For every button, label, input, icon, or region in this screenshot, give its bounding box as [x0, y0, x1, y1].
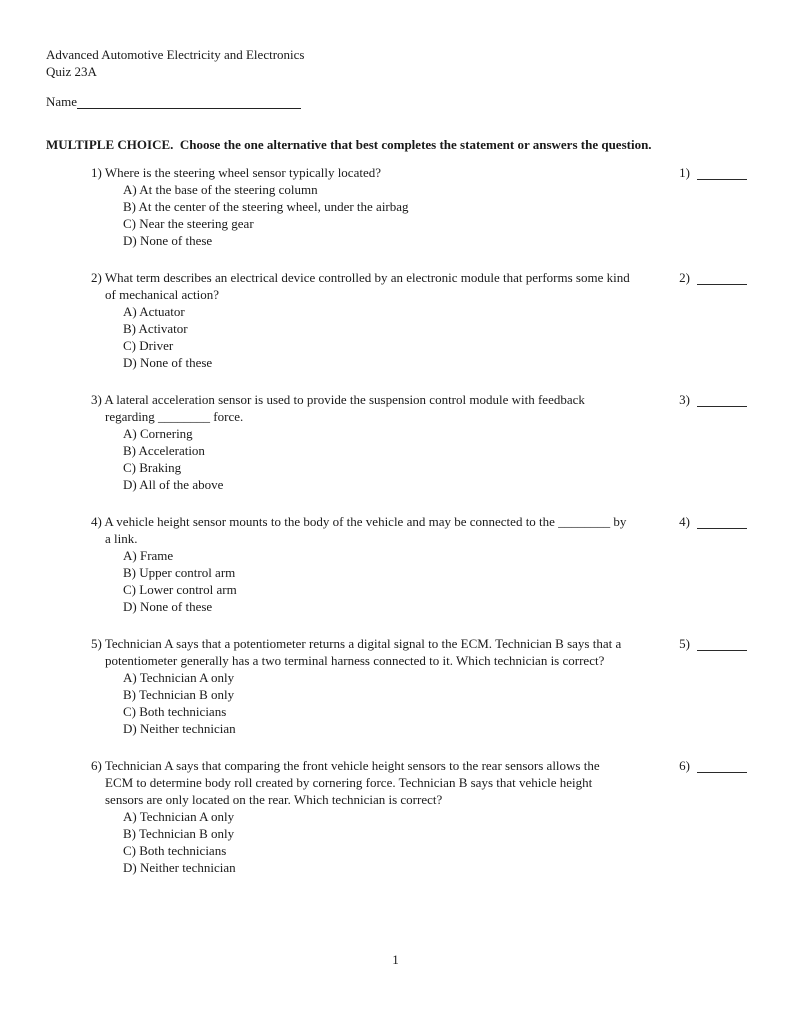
- question-3-number: 3): [91, 392, 102, 407]
- question-5-option-d: D) Neither technician: [123, 721, 236, 736]
- question-6-text: Technician A says that comparing the front vehicle height sensors to the rear sensors allows the ECM to determine body roll created by cornering force. Technician B says that vehicle height sensors are only located on the rear. Which technician is correct?: [104, 758, 600, 807]
- question-1-stem: [46, 164, 631, 181]
- question-1-text: Where is the steering wheel sensor typically located?: [104, 165, 382, 180]
- question-5: [46, 635, 747, 737]
- question-1-option-b: B) At the center of the steering wheel, under the airbag: [123, 199, 409, 214]
- question-2-answer-cell: [679, 269, 747, 286]
- question-3-option-c: C) Braking: [123, 460, 182, 475]
- question-3-option-a: A) Cornering: [123, 426, 193, 441]
- question-6-answer-cell: [679, 757, 747, 774]
- question-6-option-d: D) Neither technician: [123, 860, 236, 875]
- question-5-text: Technician A says that a potentiometer returns a digital signal to the ECM. Technician B says that a potentiometer generally has a two terminal harness connected to it. Which technician is correct?: [104, 636, 622, 668]
- question-3-answer-number: 3): [679, 392, 690, 407]
- question-2-answer-blank: [697, 284, 747, 285]
- question-3-stem: [46, 391, 631, 425]
- question-1: [46, 164, 747, 249]
- question-3-body: [46, 391, 631, 493]
- question-3-option-b: B) Acceleration: [123, 443, 205, 458]
- question-4-answer-cell: [679, 513, 747, 530]
- question-5-answer-cell: [679, 635, 747, 652]
- question-1-answer-number: 1): [679, 165, 690, 180]
- name-row: [46, 93, 747, 110]
- question-2: [46, 269, 747, 371]
- question-6-option-b: B) Technician B only: [123, 826, 235, 841]
- question-5-option-a: A) Technician A only: [123, 670, 235, 685]
- question-1-answer-blank: [697, 179, 747, 180]
- question-4-option-a: A) Frame: [123, 548, 174, 563]
- question-4-stem: [46, 513, 631, 547]
- question-1-answer-cell: [679, 164, 747, 181]
- question-2-option-d: D) None of these: [123, 355, 213, 370]
- question-4-text: A vehicle height sensor mounts to the body of the vehicle and may be connected to the ________ by a link.: [104, 514, 627, 546]
- question-5-option-b: B) Technician B only: [123, 687, 235, 702]
- question-6: [46, 757, 747, 876]
- question-5-body: [46, 635, 631, 737]
- question-list: [46, 164, 747, 876]
- question-3: [46, 391, 747, 493]
- question-6-stem: [46, 757, 631, 808]
- question-3-answer-blank: [697, 406, 747, 407]
- question-1-body: [46, 164, 631, 249]
- question-2-answer-number: 2): [679, 270, 690, 285]
- question-4-body: [46, 513, 631, 615]
- question-4-option-b: B) Upper control arm: [123, 565, 236, 580]
- question-3-text: A lateral acceleration sensor is used to provide the suspension control module with feedback regarding ________ force.: [104, 392, 585, 424]
- question-6-answer-blank: [697, 772, 747, 773]
- question-2-text: What term describes an electrical device controlled by an electronic module that performs some kind of mechanical action?: [104, 270, 630, 302]
- question-6-answer-number: 6): [679, 758, 690, 773]
- question-4-option-d: D) None of these: [123, 599, 213, 614]
- question-2-option-b: B) Activator: [123, 321, 188, 336]
- question-4-answer-number: 4): [679, 514, 690, 529]
- question-6-option-c: C) Both technicians: [123, 843, 227, 858]
- question-4: [46, 513, 747, 615]
- question-1-option-d: D) None of these: [123, 233, 213, 248]
- question-2-option-c: C) Driver: [123, 338, 174, 353]
- question-1-option-c: C) Near the steering gear: [123, 216, 254, 231]
- question-1-number: 1): [91, 165, 102, 180]
- question-4-option-c: C) Lower control arm: [123, 582, 237, 597]
- question-5-number: 5): [91, 636, 102, 651]
- question-2-option-a: A) Actuator: [123, 304, 185, 319]
- question-4-answer-blank: [697, 528, 747, 529]
- question-5-answer-blank: [697, 650, 747, 651]
- question-3-option-d: D) All of the above: [123, 477, 224, 492]
- question-4-number: 4): [91, 514, 102, 529]
- name-blank-line: [77, 108, 301, 109]
- question-2-body: [46, 269, 631, 371]
- course-title: Advanced Automotive Electricity and Electronics: [46, 47, 305, 62]
- question-1-option-a: A) At the base of the steering column: [123, 182, 318, 197]
- name-label: Name: [46, 94, 78, 109]
- question-2-number: 2): [91, 270, 102, 285]
- quiz-title: Quiz 23A: [46, 64, 97, 79]
- question-5-option-c: C) Both technicians: [123, 704, 227, 719]
- document-header: [46, 46, 747, 80]
- question-6-number: 6): [91, 758, 102, 773]
- question-2-stem: [46, 269, 631, 303]
- question-6-option-a: A) Technician A only: [123, 809, 235, 824]
- page-number: 1: [392, 952, 399, 967]
- question-5-stem: [46, 635, 631, 669]
- question-5-answer-number: 5): [679, 636, 690, 651]
- instructions-heading: MULTIPLE CHOICE. Choose the one alternative that best completes the statement or answers the question.: [46, 137, 652, 152]
- question-6-body: [46, 757, 631, 876]
- question-3-answer-cell: [679, 391, 747, 408]
